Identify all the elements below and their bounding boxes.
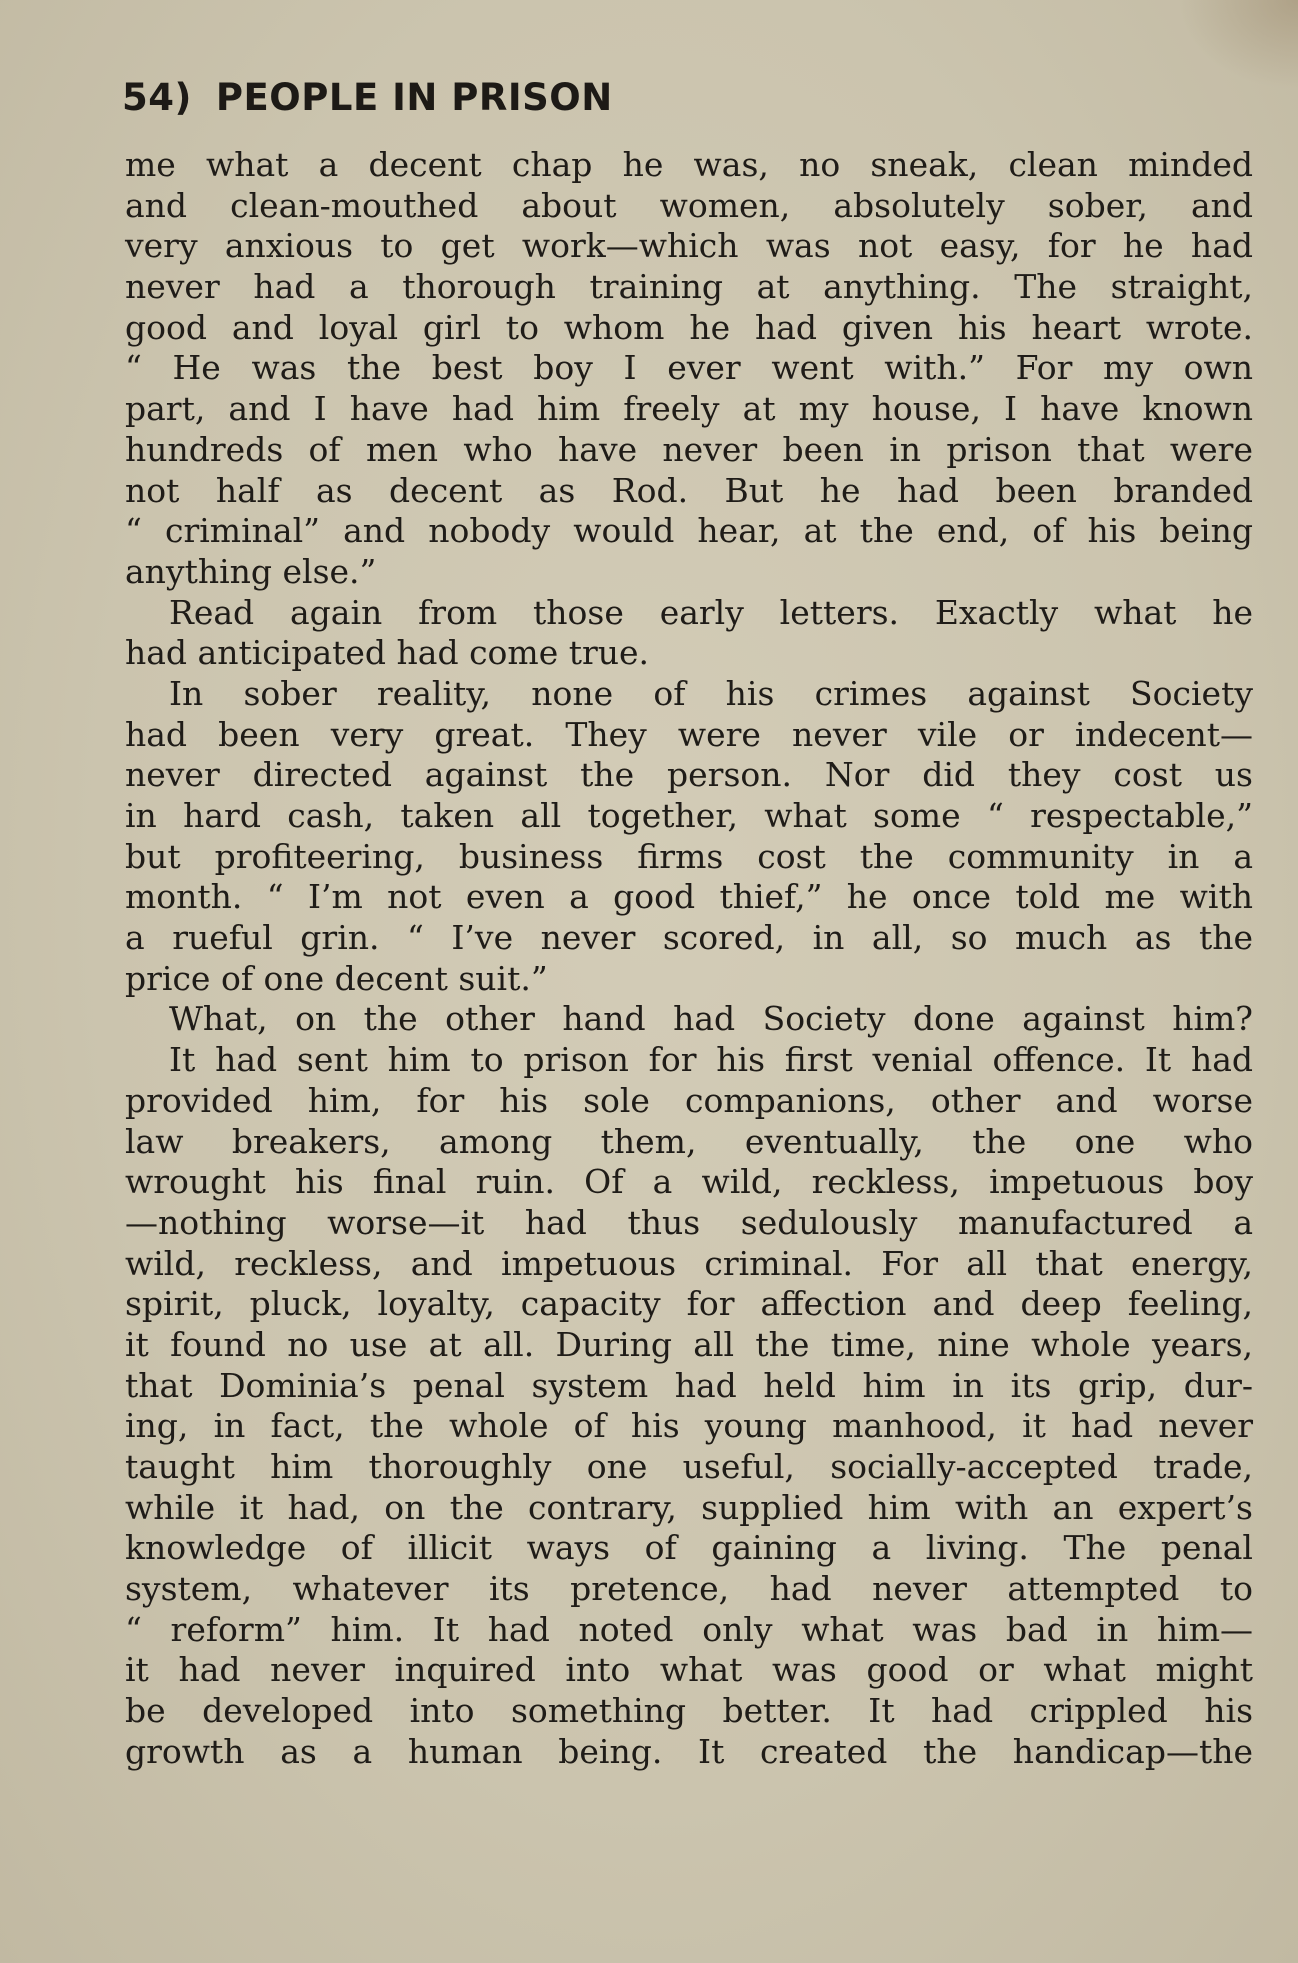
text-line: law breakers, among them, eventually, the one who bbox=[125, 1121, 1253, 1161]
text-line: hundreds of men who have never been in prison that were bbox=[125, 429, 1253, 469]
text-line: be developed into something better. It had crippled his bbox=[125, 1691, 1253, 1731]
text-line: had anticipated had come true. bbox=[125, 633, 650, 673]
text-line: “ He was the best boy I ever went with.” For my own bbox=[125, 348, 1253, 388]
text-line: never had a thorough training at anything. The straight, bbox=[125, 267, 1253, 307]
text-line: had been very great. They were never vile or indecent— bbox=[125, 714, 1253, 754]
text-line: taught him thoroughly one useful, socially-accepted trade, bbox=[125, 1447, 1253, 1486]
text-line: What, on the other hand had Society done against him? bbox=[169, 999, 1253, 1039]
running-title: PEOPLE IN PRISON bbox=[215, 76, 613, 119]
running-header bbox=[122, 76, 613, 119]
text-line: it found no use at all. During all the time, nine whole years, bbox=[125, 1324, 1253, 1364]
text-line: system, whatever its pretence, had never attempted to bbox=[125, 1569, 1253, 1609]
text-line: but profiteering, business firms cost the community in a bbox=[125, 836, 1253, 876]
text-line: not half as decent as Rod. But he had been branded bbox=[125, 470, 1253, 510]
text-line: knowledge of illicit ways of gaining a living. The penal bbox=[125, 1528, 1253, 1568]
text-line: that Dominia’s penal system had held him in its grip, dur- bbox=[125, 1365, 1253, 1405]
text-line: In sober reality, none of his crimes against Society bbox=[169, 673, 1253, 713]
text-line: growth as a human being. It created the handicap—the bbox=[125, 1731, 1253, 1771]
text-line: “ criminal” and nobody would hear, at the end, of his being bbox=[125, 511, 1253, 551]
text-line: a rueful grin. “ I’ve never scored, in all, so much as the bbox=[125, 918, 1253, 958]
text-line: ing, in fact, the whole of his young manhood, it had never bbox=[125, 1406, 1253, 1446]
text-line: me what a decent chap he was, no sneak, clean minded bbox=[125, 145, 1253, 184]
text-line: never directed against the person. Nor did they cost us bbox=[125, 755, 1253, 795]
text-line: in hard cash, taken all together, what some “ respectable,” bbox=[125, 796, 1253, 835]
text-line: provided him, for his sole companions, other and worse bbox=[125, 1080, 1253, 1120]
body-text bbox=[125, 145, 1253, 1773]
text-line: —nothing worse—it had thus sedulously manufactured a bbox=[125, 1202, 1253, 1242]
text-line: part, and I have had him freely at my house, I have known bbox=[125, 389, 1253, 429]
text-line: wrought his final ruin. Of a wild, reckless, impetuous boy bbox=[125, 1162, 1253, 1202]
text-line: very anxious to get work—which was not easy, for he had bbox=[125, 226, 1253, 266]
text-line: price of one decent suit.” bbox=[125, 958, 548, 998]
text-line: wild, reckless, and impetuous criminal. For all that energy, bbox=[125, 1243, 1253, 1283]
text-line: anything else.” bbox=[125, 551, 377, 591]
text-line: “ reform” him. It had noted only what was bad in him— bbox=[125, 1609, 1253, 1649]
page-corner-shadow bbox=[1178, 0, 1298, 90]
text-line: and clean-mouthed about women, absolutely sober, and bbox=[125, 185, 1253, 225]
text-line: Read again from those early letters. Exactly what he bbox=[169, 592, 1253, 632]
text-line: it had never inquired into what was good or what might bbox=[125, 1650, 1253, 1690]
text-line: month. “ I’m not even a good thief,” he once told me with bbox=[125, 877, 1253, 917]
text-line: while it had, on the contrary, supplied him with an expert’s bbox=[125, 1487, 1253, 1527]
page-number: 54) bbox=[122, 76, 192, 119]
text-line: spirit, pluck, loyalty, capacity for affection and deep feeling, bbox=[125, 1284, 1253, 1324]
text-line: good and loyal girl to whom he had given his heart wrote. bbox=[125, 307, 1253, 347]
text-line: It had sent him to prison for his first venial offence. It had bbox=[169, 1040, 1253, 1080]
